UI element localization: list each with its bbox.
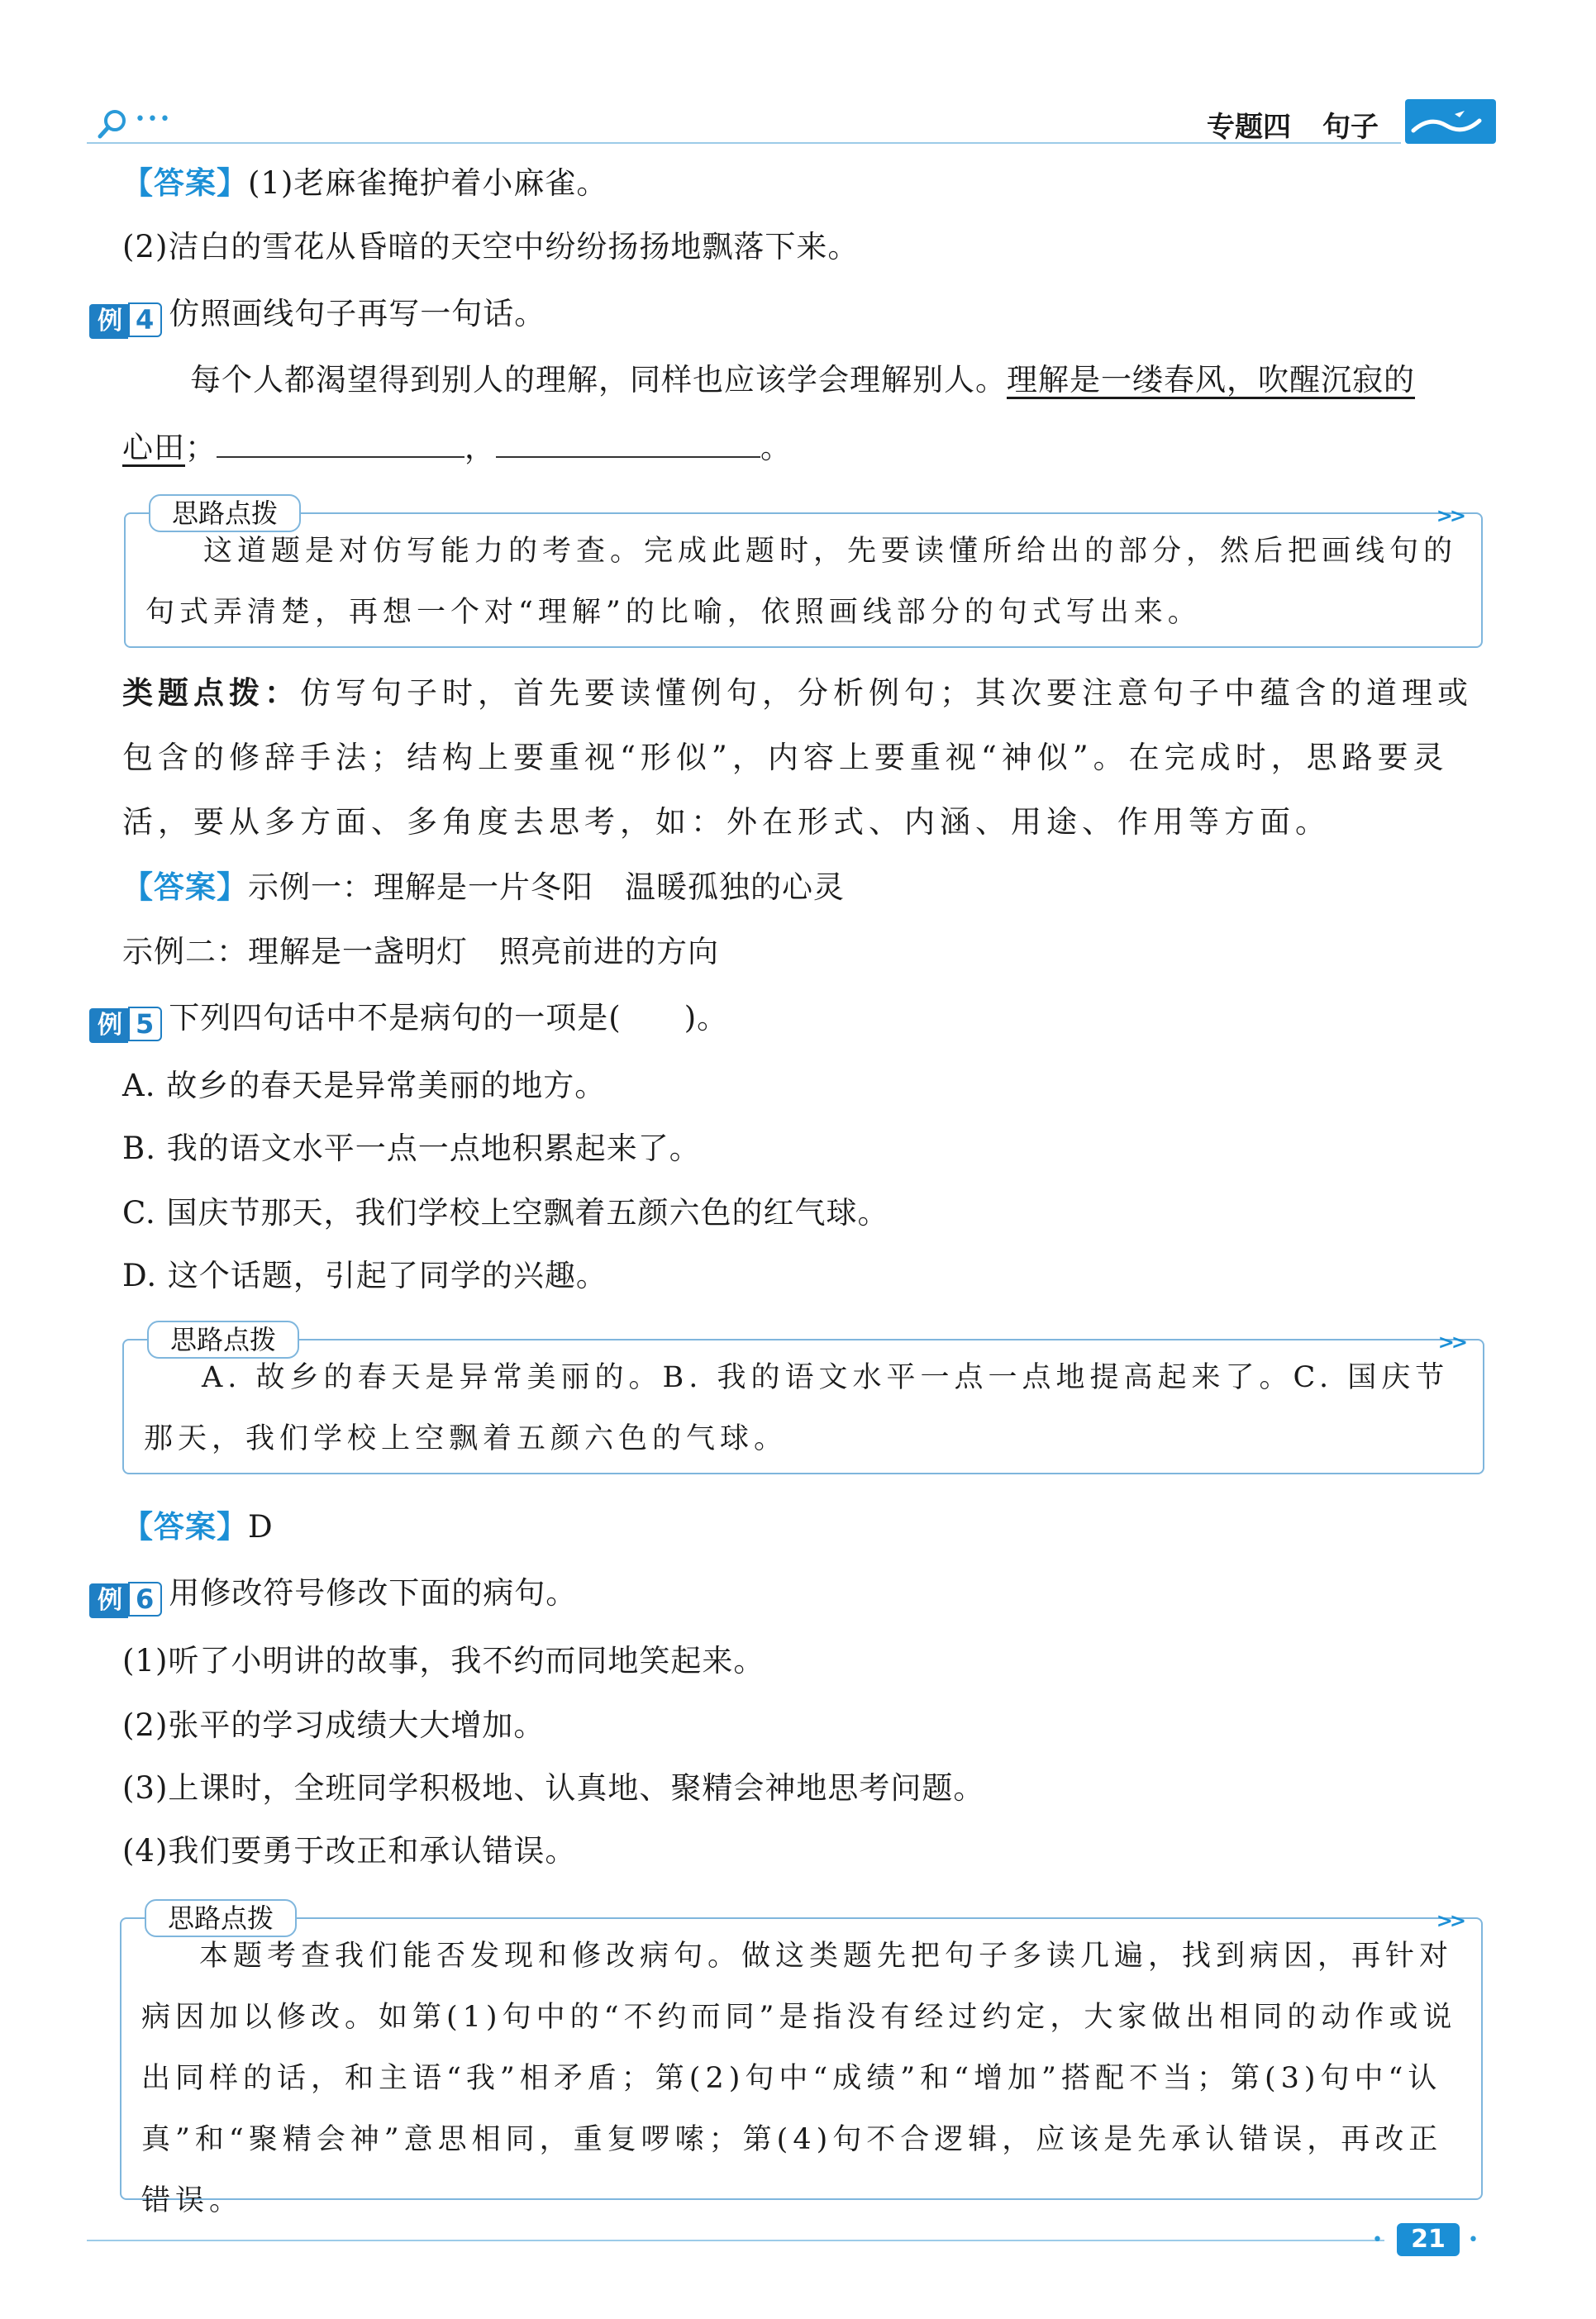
answer-tag: 【答案】 (122, 165, 248, 201)
example-badge: 例 4 (89, 299, 162, 334)
example-5-answer: 【答案】D (122, 1509, 274, 1545)
example-4-prompt: 仿照画线句子再写一句话。 (169, 296, 546, 331)
double-arrow-icon: >> (1437, 1331, 1465, 1354)
hint-title: 思路点拨 (147, 1321, 299, 1359)
header-rule (87, 142, 1401, 144)
sentence-2: (2)张平的学习成绩大大增加。 (122, 1707, 545, 1743)
sentence-4: (4)我们要勇于改正和承认错误。 (122, 1833, 577, 1869)
example-4-text-line-2: 心田； ， 。 (122, 430, 792, 465)
option-c: C. 国庆节那天，我们学校上空飘着五颜六色的红气球。 (122, 1195, 889, 1231)
header-subject: 句子 (1322, 111, 1379, 144)
example-5-prompt: 下列四句话中不是病句的一项是( )。 (169, 1000, 729, 1036)
example-5-heading (89, 998, 728, 1038)
answer-blank-2[interactable] (496, 428, 760, 458)
example-4-answer-1: 【答案】示例一：理解是一片冬阳 温暖孤独的心灵 (122, 869, 845, 905)
example-4-answer-2: 示例二：理解是一盏明灯 照亮前进的方向 (122, 934, 719, 969)
hint-text: 这道题是对仿写能力的考查。完成此题时，先要读懂所给出的部分，然后把画线句的句式弄清楚，再想一个对“理解”的比喻，依照画线部分的句式写出来。 (145, 535, 1458, 629)
hint-text: 本题考查我们能否发现和修改病句。做这类题先把句子多读几遍，找到病因，再针对病因加以修改。如第(1)句中的“不约而同”是指没有经过约定，大家做出相同的动作或说出同样的话，和主语“我”相矛盾；第(2)句中“成绩”和“增加”搭配不当；第(3)句中“认真”和“聚精会神”意思相同，重复啰嗦；第(4)句不合逻辑，应该是先承认错误，再改正错误。 (141, 1940, 1457, 2217)
hint-title: 思路点拨 (149, 494, 301, 532)
page-header (87, 99, 1492, 149)
example-4-text-line-1: 每个人都渴望得到别人的理解，同样也应该学会理解别人。理解是一缕春风，吹醒沉寂的 (190, 362, 1415, 398)
wave-icon (1405, 99, 1496, 144)
example-badge: 例 5 (89, 1003, 162, 1038)
footer-rule (87, 2240, 1384, 2241)
example-4-heading (89, 294, 545, 334)
example-badge: 例 6 (89, 1579, 162, 1613)
answer-blank-1[interactable] (217, 428, 465, 458)
hint-text: A. 故乡的春天是异常美丽的。B. 我的语文水平一点一点地提高起来了。C. 国庆节那天，我们学校上空飘着五颜六色的气球。 (144, 1361, 1450, 1455)
sentence-3: (3)上课时，全班同学积极地、认真地、聚精会神地思考问题。 (122, 1770, 985, 1806)
hint-box-example-4 (124, 498, 1483, 648)
example-6-heading (89, 1574, 577, 1613)
double-arrow-icon: >> (1436, 504, 1463, 527)
underlined-sentence: 理解是一缕春风，吹醒沉寂的 (1007, 362, 1415, 398)
footer-dot-left: • (1372, 2230, 1383, 2250)
footer-dot-right: • (1468, 2230, 1479, 2250)
tip-label: 类题点拨： (122, 675, 300, 711)
page-number: 21 (1411, 2225, 1446, 2254)
sentence-1: (1)听了小明讲的故事，我不约而同地笑起来。 (122, 1643, 765, 1679)
page-number-badge (1397, 2223, 1460, 2256)
hint-box-example-5 (122, 1324, 1484, 1474)
header-wave-badge (1405, 99, 1496, 144)
dots-decoration: ••• (135, 109, 172, 130)
example-6-prompt: 用修改符号修改下面的病句。 (169, 1575, 578, 1611)
double-arrow-icon: >> (1436, 1909, 1463, 1932)
option-b: B. 我的语文水平一点一点地积累起来了。 (122, 1131, 701, 1166)
magnifier-icon (97, 107, 130, 140)
hint-box-example-6 (120, 1902, 1483, 2217)
tip-paragraph: 类题点拨：仿写句子时，首先要读懂例句，分析例句；其次要注意句子中蕴含的道理或包含的修辞手法；结构上要重视“形似”，内容上要重视“神似”。在完成时，思路要灵活，要从多方面、多角度去思考，如：外在形式、内涵、用途、作用等方面。 (122, 675, 1473, 840)
hint-title: 思路点拨 (145, 1899, 297, 1937)
prev-answer-line-2: (2)洁白的雪花从昏暗的天空中纷纷扬扬地飘落下来。 (122, 229, 860, 264)
prev-answer-line-1: 【答案】(1)老麻雀掩护着小麻雀。 (122, 165, 608, 201)
option-a: A. 故乡的春天是异常美丽的地方。 (122, 1068, 607, 1103)
option-d: D. 这个话题，引起了同学的兴趣。 (122, 1258, 607, 1293)
header-topic: 专题四 (1207, 111, 1291, 144)
